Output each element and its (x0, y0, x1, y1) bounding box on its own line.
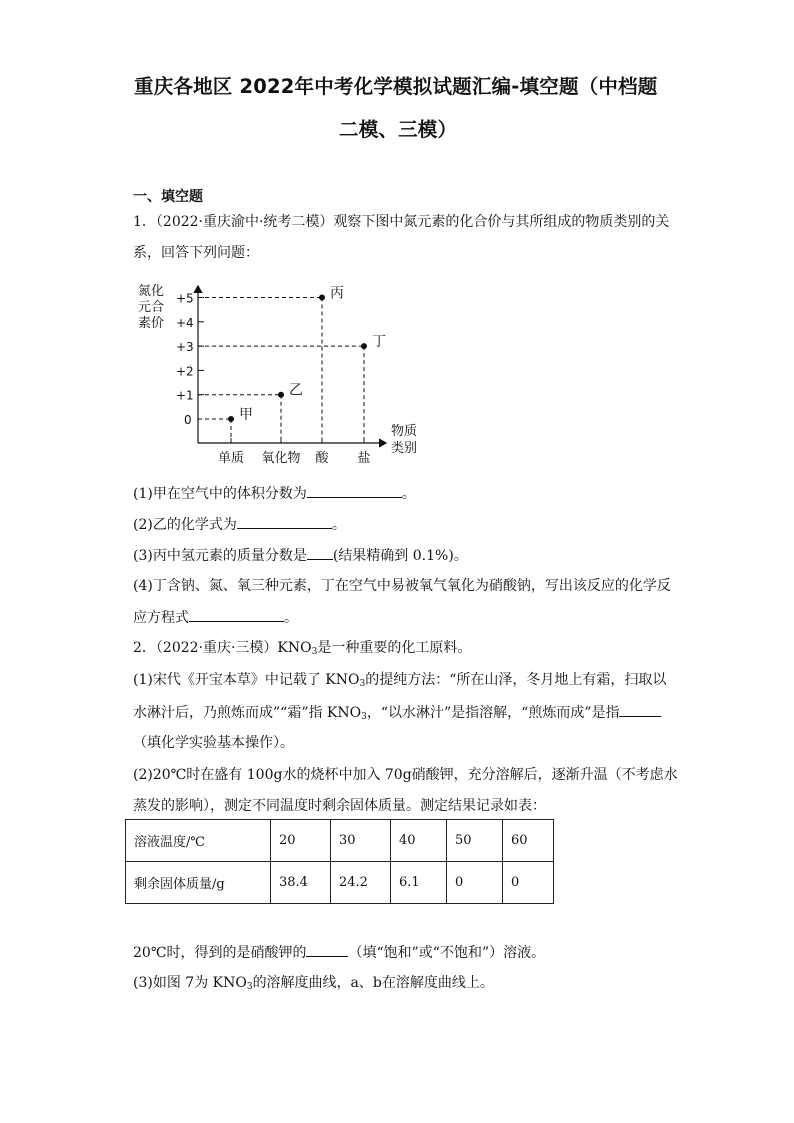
y-axis-label: 元合 (138, 300, 165, 315)
x-axis-label: 物质 (391, 424, 418, 439)
data-point (319, 295, 325, 301)
solubility-table (125, 819, 554, 904)
table-row (126, 862, 554, 904)
q1-sub4-text: 应方程式 (133, 610, 189, 626)
y-tick-label: +5 (176, 291, 194, 306)
q1-sub4-line1: (4)丁含钠、氮、氧三种元素，丁在空气中易被氧气氧化为硝酸钠，写出该反应的化学反 (133, 578, 671, 594)
q1-sub4-end: 。 (284, 610, 298, 626)
text: (1)宋代《开宝本草》中记载了 KNO (133, 672, 360, 688)
table-row (126, 820, 554, 862)
q1-sub2-text: (2)乙的化学式为 (133, 517, 237, 533)
x-category-label: 盐 (357, 451, 371, 466)
data-point (361, 343, 367, 349)
table-cell: 60 (503, 820, 554, 862)
table-cell: 24.2 (331, 862, 391, 904)
y-tick-label: +1 (176, 388, 194, 403)
table-cell: 38.4 (271, 862, 331, 904)
q2-stem (133, 638, 471, 662)
q2-p1-line3: （填化学实验基本操作）。 (133, 735, 294, 751)
subscript: 3 (361, 712, 367, 722)
subscript: 3 (246, 982, 253, 992)
q2-p3 (133, 973, 494, 997)
text: （填“饱和”或“不饱和”）溶液。 (348, 945, 546, 961)
answer-blank[interactable] (619, 702, 661, 717)
q1-stem-line2: 系，回答下列问题： (133, 245, 259, 261)
answer-blank[interactable] (307, 545, 333, 560)
q2-p1-line2 (133, 702, 661, 727)
table-cell: 0 (503, 862, 554, 904)
data-point (278, 392, 284, 398)
q2-p2-after (133, 942, 545, 963)
q2-stem-text: 2．（2022·重庆·三模）KNO (133, 640, 312, 656)
x-category-label: 氧化物 (261, 451, 301, 466)
q1-stem-line1: 1．（2022·重庆渝中·统考二模）观察下图中氮元素的化合价与其所组成的物质类别的关 (133, 214, 670, 230)
text: 20℃时，得到的是硝酸钾的 (133, 945, 307, 961)
q1-sub1-text: (1)甲在空气中的体积分数为 (133, 486, 307, 502)
y-tick-label: +2 (176, 364, 194, 379)
x-category-label: 单质 (217, 451, 245, 466)
text: 的溶解度曲线，a、b在溶解度曲线上。 (252, 975, 494, 991)
text: 水淋汁后，乃煎炼而成”“霜”指 KNO (133, 705, 362, 721)
q1-sub3 (133, 545, 468, 566)
q1-sub1 (133, 483, 416, 504)
subscript: 3 (359, 679, 366, 689)
q2-p2-line2: 蒸发的影响），测定不同温度时剩余固体质量。测定结果记录如表： (133, 798, 546, 814)
point-label: 丙 (330, 285, 344, 302)
q1-sub2 (133, 514, 346, 535)
table-cell: 0 (447, 862, 503, 904)
subscript: 3 (311, 647, 318, 657)
point-label: 甲 (239, 407, 253, 423)
x-axis-label: 类别 (391, 441, 418, 456)
data-point (228, 416, 234, 422)
y-tick-label: +3 (176, 340, 194, 355)
x-category-label: 酸 (315, 451, 329, 466)
answer-blank[interactable] (189, 607, 284, 622)
q1-sub3-text: (3)丙中氢元素的质量分数是 (133, 548, 307, 564)
y-axis-label: 素价 (138, 316, 165, 331)
text: ，“以水淋汁”是指溶解，“煎炼而成”是指 (366, 705, 620, 721)
y-tick-label: 0 (184, 413, 192, 427)
y-axis-label: 氮化 (138, 284, 165, 299)
table-cell: 20 (271, 820, 331, 862)
table-cell: 6.1 (391, 862, 447, 904)
document-title-line1: 重庆各地区 2022年中考化学模拟试题汇编-填空题（中档题 (134, 75, 658, 98)
q1-sub1-end: 。 (401, 486, 416, 502)
answer-blank[interactable] (237, 514, 332, 529)
y-tick-label: +4 (176, 315, 194, 330)
text: (3)如图 7为 KNO (133, 975, 247, 991)
valence-chart (130, 278, 430, 468)
document-title-line2: 二模、三模） (339, 118, 458, 141)
q2-p1-line1 (133, 670, 666, 694)
q1-sub3-text-end: (结果精确到 0.1%)。 (332, 548, 468, 564)
section-heading: 一、填空题 (133, 189, 203, 205)
answer-blank[interactable] (307, 483, 402, 498)
table-cell: 30 (331, 820, 391, 862)
answer-blank[interactable] (306, 942, 348, 957)
table-cell: 40 (391, 820, 447, 862)
point-label: 乙 (289, 382, 303, 399)
text: 的提纯方法：“所在山泽，冬月地上有霜，扫取以 (365, 672, 667, 688)
table-cell: 溶液温度/℃ (126, 820, 271, 862)
point-label: 丁 (372, 334, 386, 351)
table-cell: 50 (447, 820, 503, 862)
q2-stem-rest: 是一种重要的化工原料。 (317, 640, 472, 656)
table-cell: 剩余固体质量/g (126, 862, 271, 904)
q1-sub4-line2 (133, 607, 298, 628)
q1-sub2-end: 。 (331, 517, 346, 533)
q2-p2-line1: (2)20℃时在盛有 100g水的烧杯中加入 70g硝酸钾，充分溶解后，逐渐升温（不考虑水 (133, 767, 678, 783)
